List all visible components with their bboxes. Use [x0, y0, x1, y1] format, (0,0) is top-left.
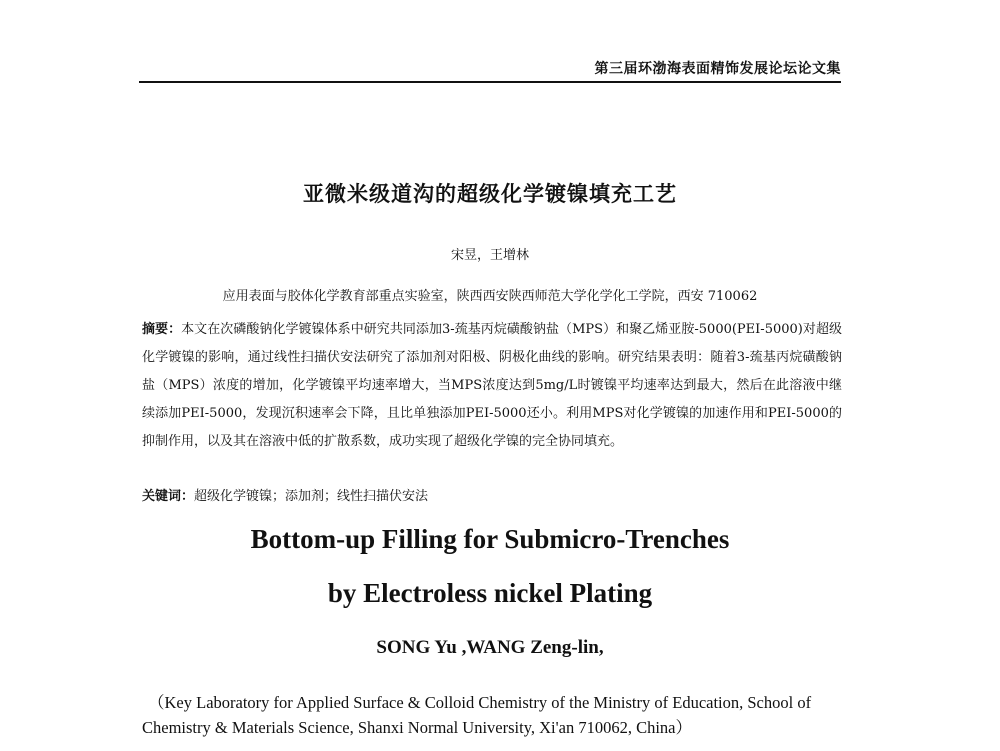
affiliation-english: （Key Laboratory for Applied Surface & Colloid Chemistry of the Ministry of Education, School of Chemistry & Materials Science, Shanxi Normal University, Xi'an 710062, China）: [142, 693, 812, 737]
paper-title-english-line2: by Electroless nickel Plating: [327, 578, 653, 608]
keywords-label: 关键词：: [142, 489, 195, 504]
header-rule: [139, 81, 841, 83]
abstract-text: 本文在次磷酸钠化学镀镍体系中研究共同添加3-巯基丙烷磺酸钠盐（MPS）和聚乙烯亚胺-5000(PEI-5000)对超级化学镀镍的影响，通过线性扫描伏安法研究了添加剂对阳极、阴极化曲线的影响。研究结果表明：随着3-巯基丙烷磺酸钠盐（MPS）浓度的增加，化学镀镍平均速率增大，当MPS浓度达到5mg/L时镀镍平均速率达到最大，然后在此溶液中继续添加PEI-5000，发现沉积速率会下降，且比单独添加PEI-5000还小。利用MPS对化学镀镍的加速作用和PEI-5000的抑制作用，以及其在溶液中低的扩散系数，成功实现了超级化学镍的完全协同填充。: [142, 322, 842, 449]
paper-title-english-line1: Bottom-up Filling for Submicro-Trenches: [250, 524, 730, 554]
affiliation-chinese: 应用表面与胶体化学教育部重点实验室，陕西西安陕西师范大学化学化工学院，西安 710062: [222, 289, 758, 304]
abstract-label: 摘要：: [142, 322, 182, 337]
authors-chinese: 宋昱，王增林: [450, 248, 529, 263]
keywords-chinese: [142, 487, 842, 507]
authors-english: SONG Yu ,WANG Zeng-lin,: [376, 637, 604, 658]
keywords-text: 超级化学镀镍；添加剂；线性扫描伏安法: [194, 489, 429, 504]
paper-title-chinese: 亚微米级道沟的超级化学镀镍填充工艺: [303, 181, 677, 206]
running-header: 第三届环渤海表面精饰发展论坛论文集: [594, 61, 841, 77]
abstract-chinese: [142, 316, 842, 456]
